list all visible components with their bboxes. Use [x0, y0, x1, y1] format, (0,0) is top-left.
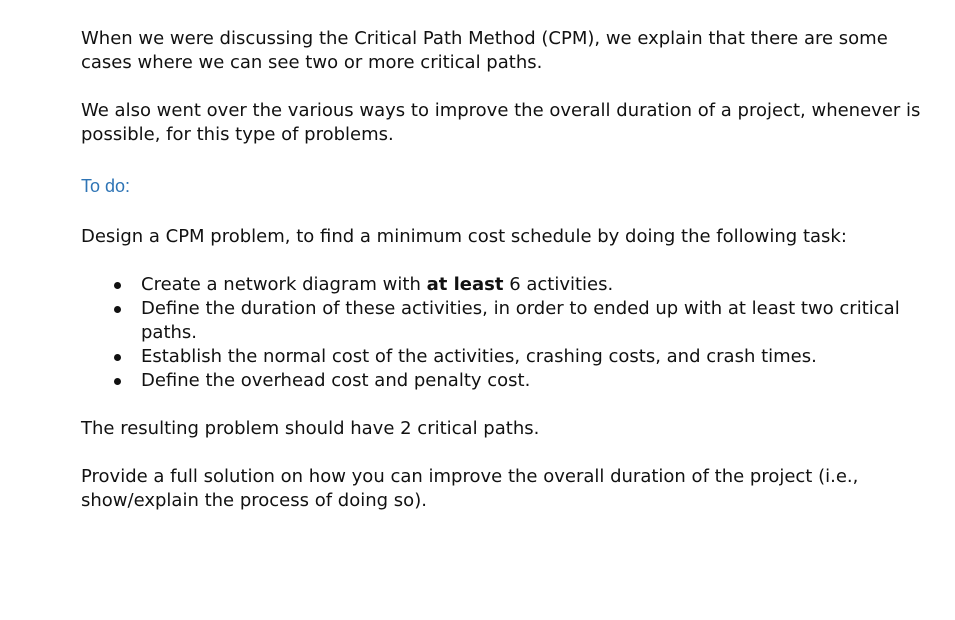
list-item [81, 273, 941, 297]
bullet-icon [114, 306, 121, 313]
task-list [81, 273, 941, 393]
list-item [81, 345, 941, 369]
bullet-icon [114, 354, 121, 361]
todo-heading: To do: [81, 176, 131, 196]
list-item-text: Define the overhead cost and penalty cost. [141, 370, 531, 391]
task-intro-paragraph: Design a CPM problem, to find a minimum cost schedule by doing the following task: [81, 226, 847, 247]
list-item [81, 297, 941, 345]
list-item-emphasis: at least [426, 274, 504, 295]
list-item [81, 369, 941, 393]
bullet-icon [114, 282, 121, 289]
result-paragraph: The resulting problem should have 2 critical paths. [81, 418, 540, 439]
intro-paragraph-1: When we were discussing the Critical Path Method (CPM), we explain that there are some cases where we can see two or more critical paths. [81, 28, 888, 73]
list-item-text: Define the duration of these activities, in order to ended up with at least two critical paths. [141, 298, 900, 343]
document-body [81, 27, 941, 513]
list-item-text-end: 6 activities. [503, 274, 614, 295]
list-item-text-start: Create a network diagram with [141, 274, 427, 295]
cropped-heading-fragment [398, 0, 558, 2]
bullet-icon [114, 378, 121, 385]
intro-paragraph-2: We also went over the various ways to improve the overall duration of a project, whenever is possible, for this type of problems. [81, 100, 921, 145]
list-item-text: Establish the normal cost of the activities, crashing costs, and crash times. [141, 346, 817, 367]
solution-paragraph: Provide a full solution on how you can improve the overall duration of the project (i.e., show/explain the process of doing so). [81, 466, 859, 511]
